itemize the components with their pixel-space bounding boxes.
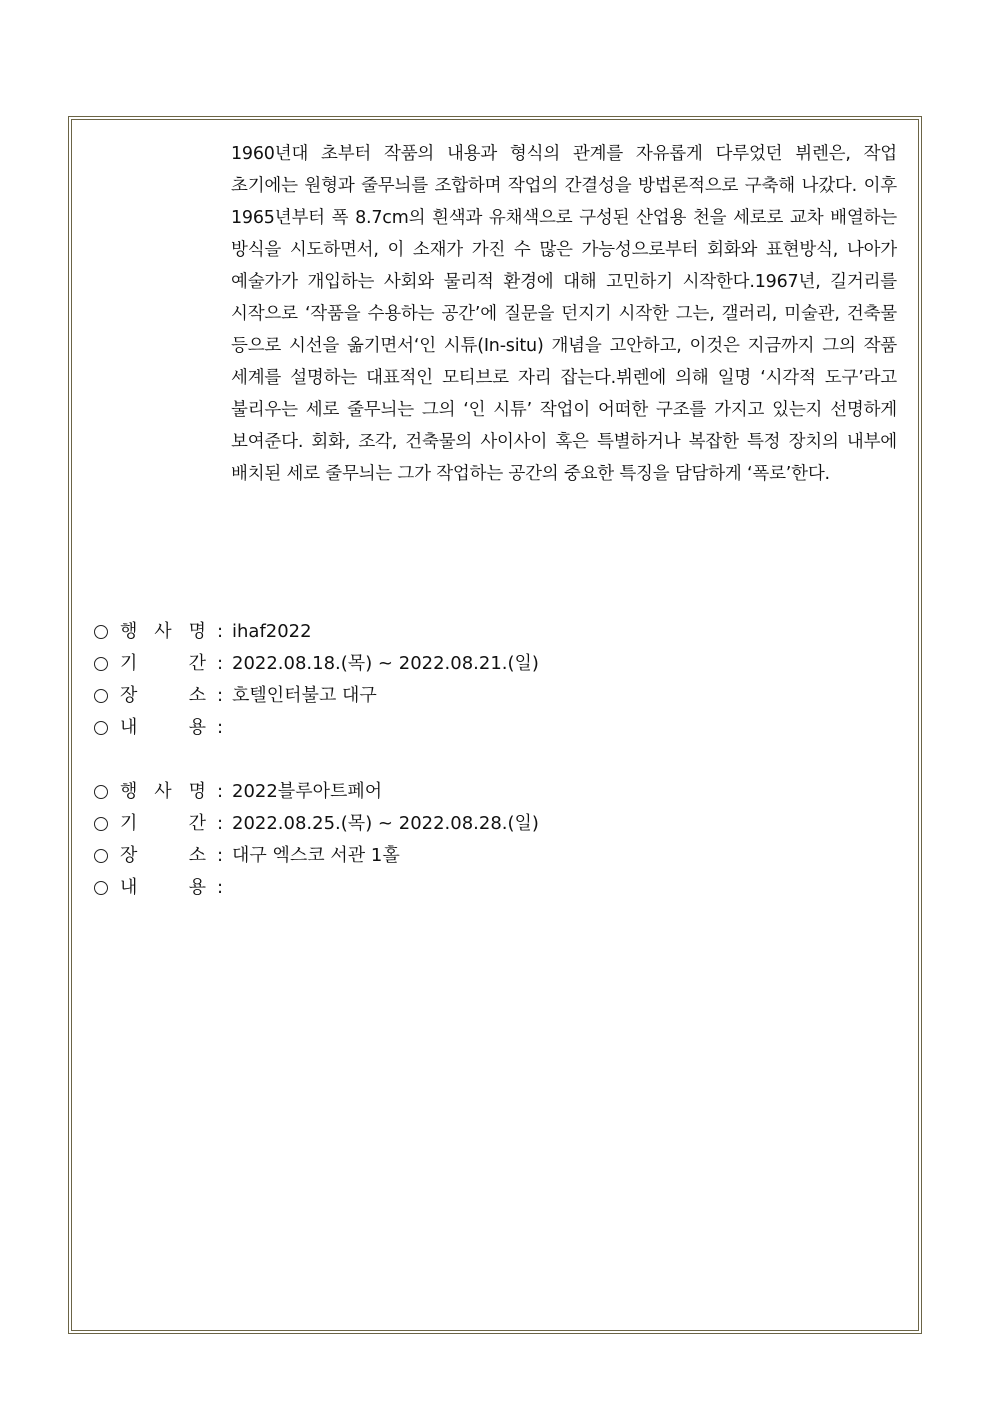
event-name-value: 2022블루아트페어 xyxy=(232,781,383,802)
circle-bullet-icon xyxy=(94,657,108,671)
artist-description: 1960년대 초부터 작품의 내용과 형식의 관계를 자유롭게 다루었던 뷔렌은, 작업 초기에는 원형과 줄무늬를 조합하며 작업의 간결성을 방법론적으로 구축해 나갔다. 이후 1965년부터 폭 8.7cm의 흰색과 유채색으로 구성된 산업용 천을 세로로 교차 배열하는 방식을 시도하면서, 이 소재가 가진 수 많은 가능성으로부터 회화와 표현방식, 나아가 예술가가 개입하는 사회와 물리적 환경에 대해 고민하기 시작한다.1967년, 길거리를 시작으로 ‘작품을 수용하는 공간’에 질문을 던지기 시작한 그는, 갤러리, 미술관, 건축물 등으로 시선을 옮기면서‘인 시튜(In-situ) 개념을 고안하고, 이것은 지금까지 그의 작품 세계를 설명하는 대표적인 모티브로 자리 잡는다.뷔렌에 의해 일명 ‘시각적 도구’라고 불리우는 세로 줄무늬는 그의 ‘인 시튜’ 작업이 어떠한 구조를 가지고 있는지 선명하게 보여준다. 회화, 조각, 건축물의 사이사이 혹은 특별하거나 복잡한 특정 장치의 내부에 배치된 세로 줄무늬는 그가 작업하는 공간의 중요한 특징을 담담하게 ‘폭로’한다. xyxy=(231,144,897,484)
event-period-row xyxy=(94,808,539,840)
event-content-row xyxy=(94,872,539,904)
event-content-label: 내 용 xyxy=(120,877,206,898)
event-period-label: 기 간 xyxy=(120,813,206,834)
event-period-value: 2022.08.25.(목) ~ 2022.08.28.(일) xyxy=(232,813,539,834)
event-place-label: 장 소 xyxy=(120,845,206,866)
event-period-value: 2022.08.18.(목) ~ 2022.08.21.(일) xyxy=(232,653,539,674)
circle-bullet-icon xyxy=(94,721,108,735)
colon: : xyxy=(216,845,224,866)
colon: : xyxy=(216,877,224,898)
colon: : xyxy=(216,813,224,834)
event-block-2 xyxy=(94,776,539,904)
colon: : xyxy=(216,717,224,738)
colon: : xyxy=(216,621,224,642)
event-period-row xyxy=(94,648,539,680)
colon: : xyxy=(216,685,224,706)
event-name-row xyxy=(94,776,539,808)
event-period-label: 기 간 xyxy=(120,653,206,674)
circle-bullet-icon xyxy=(94,849,108,863)
colon: : xyxy=(216,781,224,802)
event-place-value: 호텔인터불고 대구 xyxy=(232,685,377,706)
circle-bullet-icon xyxy=(94,785,108,799)
event-place-label: 장 소 xyxy=(120,685,206,706)
circle-bullet-icon xyxy=(94,817,108,831)
event-place-row xyxy=(94,680,539,712)
circle-bullet-icon xyxy=(94,625,108,639)
event-content-row xyxy=(94,712,539,744)
event-name-label: 행 사 명 xyxy=(120,781,206,802)
circle-bullet-icon xyxy=(94,689,108,703)
event-block-1 xyxy=(94,616,539,744)
event-content-label: 내 용 xyxy=(120,717,206,738)
event-name-label: 행 사 명 xyxy=(120,621,206,642)
colon: : xyxy=(216,653,224,674)
event-name-row xyxy=(94,616,539,648)
event-name-value: ihaf2022 xyxy=(232,621,312,642)
circle-bullet-icon xyxy=(94,881,108,895)
event-place-row xyxy=(94,840,539,872)
event-place-value: 대구 엑스코 서관 1홀 xyxy=(232,845,400,866)
